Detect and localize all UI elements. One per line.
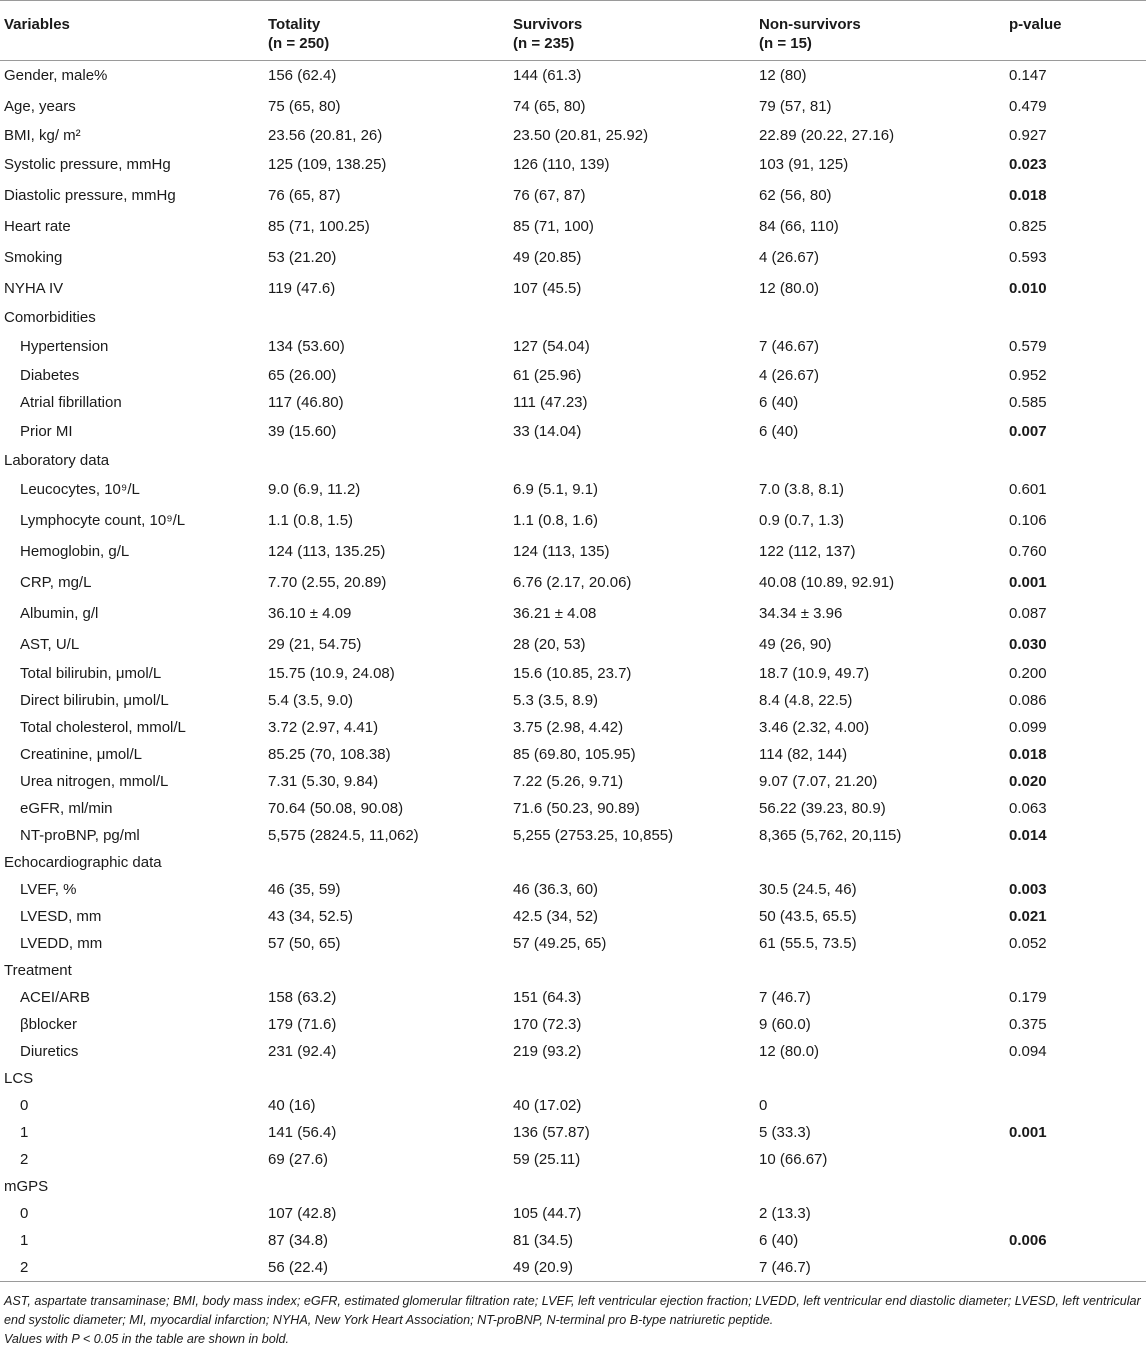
cell-totality: 85 (71, 100.25) (268, 218, 370, 235)
cell-p-value: 0.018 (1009, 187, 1047, 204)
table-row (0, 92, 1146, 123)
section-row (0, 850, 1146, 877)
cell-totality: 70.64 (50.08, 90.08) (268, 800, 404, 817)
cell-p-value (1009, 1093, 1146, 1120)
table-row (0, 599, 1146, 630)
cell-totality: 65 (26.00) (268, 367, 337, 384)
table-row (0, 1039, 1146, 1066)
table-row (0, 363, 1146, 390)
cell-totality: 75 (65, 80) (268, 98, 341, 115)
cell-totality (268, 850, 513, 877)
cell-survivors (513, 448, 759, 475)
table-header (0, 1, 1146, 61)
cell-variable: βblocker (20, 1016, 77, 1033)
cell-totality: 85.25 (70, 108.38) (268, 746, 391, 763)
cell-totality: 141 (56.4) (268, 1124, 337, 1141)
cell-non-survivors: 40.08 (10.89, 92.91) (759, 574, 895, 591)
table-row (0, 985, 1146, 1012)
cell-non-survivors: 6 (40) (759, 1232, 799, 1249)
table-row (0, 1255, 1146, 1282)
cell-survivors (513, 305, 759, 332)
cell-variable: Creatinine, μmol/L (20, 746, 143, 763)
cell-survivors: 28 (20, 53) (513, 636, 586, 653)
cell-p-value: 0.579 (1009, 338, 1047, 355)
cell-totality: 69 (27.6) (268, 1151, 329, 1168)
cell-non-survivors: 7.0 (3.8, 8.1) (759, 481, 845, 498)
cell-survivors: 76 (67, 87) (513, 187, 586, 204)
header-p-value: p-value (1009, 1, 1146, 61)
cell-totality: 156 (62.4) (268, 67, 337, 85)
cell-non-survivors: 34.34 ± 3.96 (759, 605, 843, 622)
cell-non-survivors: 6 (40) (759, 423, 799, 440)
cell-variable: 1 (20, 1232, 29, 1249)
cell-p-value (1009, 305, 1146, 332)
cell-non-survivors: 22.89 (20.22, 27.16) (759, 127, 895, 144)
table-row (0, 332, 1146, 363)
cell-variable: BMI, kg/ m² (4, 127, 81, 144)
table-row (0, 931, 1146, 958)
cell-p-value: 0.479 (1009, 98, 1047, 115)
cell-survivors: 219 (93.2) (513, 1043, 582, 1060)
cell-variable: Urea nitrogen, mmol/L (20, 773, 169, 790)
cell-p-value (1009, 850, 1146, 877)
cell-survivors: 111 (47.23) (513, 394, 588, 411)
cell-survivors: 136 (57.87) (513, 1124, 590, 1141)
cell-p-value: 0.593 (1009, 249, 1047, 266)
cell-totality: 179 (71.6) (268, 1016, 337, 1033)
cell-non-survivors: 79 (57, 81) (759, 98, 832, 115)
cell-p-value: 0.147 (1009, 67, 1047, 85)
cell-survivors: 59 (25.11) (513, 1151, 581, 1168)
table-row (0, 904, 1146, 931)
cell-variable: Atrial fibrillation (20, 394, 122, 411)
table-row (0, 417, 1146, 448)
header-non-survivors (759, 1, 1009, 61)
cell-p-value: 0.087 (1009, 605, 1047, 622)
header-totality-n: (n = 250) (268, 35, 330, 52)
cell-variable: 2 (0, 1255, 268, 1282)
cell-survivors: 6.76 (2.17, 20.06) (513, 574, 632, 591)
cell-p-value: 0.099 (1009, 719, 1047, 736)
cell-totality: 231 (92.4) (268, 1043, 337, 1060)
cell-totality: 117 (46.80) (268, 394, 344, 411)
cell-totality (268, 958, 513, 985)
cell-survivors: 124 (113, 135) (513, 543, 610, 560)
cell-variable: LVEF, % (20, 881, 77, 898)
cell-variable: Gender, male% (4, 67, 108, 85)
cell-non-survivors (759, 305, 1009, 332)
cell-p-value: 0.760 (1009, 543, 1047, 560)
cell-totality: 39 (15.60) (268, 423, 337, 440)
table-row (0, 1012, 1146, 1039)
cell-totality: 15.75 (10.9, 24.08) (268, 665, 395, 682)
header-non-survivors-n: (n = 15) (759, 35, 812, 52)
cell-non-survivors: 4 (26.67) (759, 249, 820, 266)
cell-p-value: 0.010 (1009, 280, 1047, 297)
table-row (0, 742, 1146, 769)
cell-p-value (1009, 958, 1146, 985)
table-row (0, 181, 1146, 212)
table-row (0, 823, 1146, 850)
cell-p-value: 0.094 (1009, 1043, 1047, 1060)
cell-non-survivors: 12 (80.0) (759, 280, 820, 297)
cell-variable: Comorbidities (4, 309, 96, 326)
cell-non-survivors: 9 (60.0) (759, 1016, 811, 1033)
cell-totality: 56 (22.4) (268, 1255, 513, 1282)
table-row (0, 1120, 1146, 1147)
cell-survivors: 15.6 (10.85, 23.7) (513, 665, 632, 682)
cell-p-value: 0.001 (1009, 1124, 1047, 1141)
cell-p-value: 0.001 (1009, 574, 1047, 591)
cell-non-survivors: 62 (56, 80) (759, 187, 832, 204)
footnote-bold-note: Values with P < 0.05 in the table are shown in bold. (4, 1332, 290, 1346)
cell-variable: Treatment (4, 962, 72, 979)
cell-p-value: 0.018 (1009, 746, 1047, 763)
cell-survivors (513, 1174, 759, 1201)
cell-non-survivors: 3.46 (2.32, 4.00) (759, 719, 870, 736)
table-row (0, 796, 1146, 823)
section-row (0, 448, 1146, 475)
cell-totality: 46 (35, 59) (268, 881, 341, 898)
cell-survivors: 74 (65, 80) (513, 98, 586, 115)
cell-non-survivors: 0.9 (0.7, 1.3) (759, 512, 845, 529)
cell-non-survivors: 7 (46.7) (759, 1255, 1009, 1282)
cell-totality (268, 448, 513, 475)
cell-variable: ACEI/ARB (20, 989, 91, 1006)
cell-p-value: 0.927 (1009, 127, 1047, 144)
cell-non-survivors: 7 (46.7) (759, 989, 811, 1006)
table-row (0, 661, 1146, 688)
table-row (0, 1228, 1146, 1255)
cell-totality: 87 (34.8) (268, 1232, 329, 1249)
cell-p-value: 0.063 (1009, 800, 1047, 817)
cell-p-value: 0.003 (1009, 881, 1047, 898)
cell-non-survivors: 10 (66.67) (759, 1151, 828, 1168)
cell-variable: 2 (20, 1151, 29, 1168)
cell-p-value: 0.179 (1009, 989, 1047, 1006)
cell-survivors: 107 (45.5) (513, 280, 582, 297)
cell-variable: Lymphocyte count, 10⁹/L (20, 512, 186, 529)
cell-p-value (1009, 1174, 1146, 1201)
cell-totality: 107 (42.8) (268, 1205, 337, 1222)
section-row (0, 1174, 1146, 1201)
cell-totality (268, 1174, 513, 1201)
cell-survivors: 49 (20.85) (513, 249, 582, 266)
cell-totality: 9.0 (6.9, 11.2) (268, 481, 361, 498)
cell-p-value: 0.020 (1009, 773, 1047, 790)
cell-survivors: 126 (110, 139) (513, 156, 610, 173)
table-row (0, 688, 1146, 715)
cell-totality: 76 (65, 87) (268, 187, 341, 204)
cell-survivors: 71.6 (50.23, 90.89) (513, 800, 640, 817)
cell-non-survivors (759, 958, 1009, 985)
cell-non-survivors: 30.5 (24.5, 46) (759, 881, 857, 898)
table-row (0, 212, 1146, 243)
cell-variable: Age, years (4, 98, 76, 115)
cell-variable: mGPS (4, 1178, 49, 1195)
cell-totality: 134 (53.60) (268, 338, 345, 355)
cell-non-survivors: 61 (55.5, 73.5) (759, 935, 857, 952)
cell-p-value (1009, 448, 1146, 475)
cell-totality: 3.72 (2.97, 4.41) (268, 719, 379, 736)
header-totality-title: Totality (268, 16, 321, 33)
cell-p-value: 0.106 (1009, 512, 1047, 529)
cell-totality: 57 (50, 65) (268, 935, 341, 952)
cell-non-survivors: 2 (13.3) (759, 1205, 811, 1222)
cell-variable: CRP, mg/L (20, 574, 92, 591)
cell-variable: Total bilirubin, μmol/L (20, 665, 162, 682)
table-row (0, 506, 1146, 537)
cell-survivors: 36.21 ± 4.08 (513, 605, 597, 622)
cell-totality: 7.70 (2.55, 20.89) (268, 574, 387, 591)
cell-variable: Prior MI (20, 423, 73, 440)
cell-variable: NT-proBNP, pg/ml (20, 827, 140, 844)
cell-non-survivors (759, 1174, 1009, 1201)
cell-p-value: 0.052 (1009, 935, 1047, 952)
cell-totality: 23.56 (20.81, 26) (268, 127, 383, 144)
cell-totality: 36.10 ± 4.09 (268, 605, 352, 622)
cell-variable: NYHA IV (4, 280, 64, 297)
cell-p-value: 0.200 (1009, 665, 1047, 682)
cell-totality (268, 305, 513, 332)
table-row (0, 243, 1146, 274)
table-row (0, 1093, 1146, 1120)
cell-p-value: 0.086 (1009, 692, 1047, 709)
cell-survivors: 127 (54.04) (513, 338, 590, 355)
cell-survivors: 61 (25.96) (513, 367, 582, 384)
cell-p-value: 0.007 (1009, 423, 1047, 440)
cell-survivors: 46 (36.3, 60) (513, 881, 599, 898)
cell-p-value (1009, 1201, 1146, 1228)
cell-p-value: 0.021 (1009, 908, 1047, 925)
cell-survivors (513, 1066, 759, 1093)
cell-non-survivors: 8,365 (5,762, 20,115) (759, 827, 902, 844)
section-row (0, 958, 1146, 985)
cell-variable: Hypertension (20, 338, 109, 355)
cell-survivors: 105 (44.7) (513, 1205, 582, 1222)
cell-variable: Total cholesterol, mmol/L (20, 719, 186, 736)
cell-non-survivors: 122 (112, 137) (759, 543, 856, 560)
table-row (0, 877, 1146, 904)
cell-non-survivors: 5 (33.3) (759, 1124, 811, 1141)
header-row (0, 1, 1146, 61)
cell-survivors: 170 (72.3) (513, 1016, 582, 1033)
cell-variable: LCS (4, 1070, 34, 1087)
cell-totality: 29 (21, 54.75) (268, 636, 362, 653)
cell-variable: Albumin, g/l (20, 605, 99, 622)
cell-totality: 5.4 (3.5, 9.0) (268, 692, 354, 709)
header-non-survivors-title: Non-survivors (759, 16, 861, 33)
cell-p-value (1009, 1066, 1146, 1093)
table-row (0, 274, 1146, 305)
table-row (0, 568, 1146, 599)
cell-totality: 125 (109, 138.25) (268, 156, 387, 173)
table-row (0, 769, 1146, 796)
cell-non-survivors: 12 (80.0) (759, 1043, 820, 1060)
cell-p-value (1009, 1147, 1146, 1174)
cell-variable: Heart rate (4, 218, 71, 235)
cell-survivors: 49 (20.9) (513, 1255, 759, 1282)
cell-totality: 124 (113, 135.25) (268, 543, 386, 560)
cell-non-survivors: 12 (80) (759, 67, 807, 85)
cell-non-survivors: 49 (26, 90) (759, 636, 832, 653)
cell-variable: Diabetes (20, 367, 80, 384)
cell-p-value: 0.006 (1009, 1232, 1047, 1249)
cell-non-survivors: 56.22 (39.23, 80.9) (759, 800, 886, 817)
cell-survivors: 57 (49.25, 65) (513, 935, 607, 952)
table-row (0, 537, 1146, 568)
cell-survivors: 85 (69.80, 105.95) (513, 746, 636, 763)
cell-p-value: 0.023 (1009, 156, 1047, 173)
section-row (0, 305, 1146, 332)
cell-totality: 7.31 (5.30, 9.84) (268, 773, 379, 790)
cell-survivors (513, 850, 759, 877)
cell-totality: 1.1 (0.8, 1.5) (268, 512, 354, 529)
table-row (0, 1147, 1146, 1174)
header-variables: Variables (0, 1, 268, 61)
cell-survivors: 6.9 (5.1, 9.1) (513, 481, 599, 498)
cell-totality: 53 (21.20) (268, 249, 337, 266)
cell-non-survivors (759, 448, 1009, 475)
cell-p-value (1009, 1255, 1146, 1282)
table-row (0, 630, 1146, 661)
cell-variable: Diastolic pressure, mmHg (4, 187, 176, 204)
cell-non-survivors: 50 (43.5, 65.5) (759, 908, 857, 925)
cell-variable: LVEDD, mm (20, 935, 103, 952)
cell-p-value: 0.952 (1009, 367, 1047, 384)
cell-non-survivors: 8.4 (4.8, 22.5) (759, 692, 853, 709)
header-survivors-title: Survivors (513, 16, 583, 33)
header-survivors-n: (n = 235) (513, 35, 575, 52)
footnote-abbreviations: AST, aspartate transaminase; BMI, body mass index; eGFR, estimated glomerular filtration rate; LVEF, left ventricular ejection fraction; LVEDD, left ventricular end diastolic diameter; LVESD, left ventricular end systolic diameter; MI, myocardial infarction; NYHA, New York Heart Association; NT-proBNP, N-terminal pro B-type natriuretic peptide. (4, 1294, 1141, 1327)
cell-survivors: 7.22 (5.26, 9.71) (513, 773, 624, 790)
cell-non-survivors: 114 (82, 144) (759, 746, 848, 763)
cell-variable: 0 (20, 1205, 29, 1222)
cell-variable: Leucocytes, 10⁹/L (20, 481, 140, 498)
cell-variable: 0 (20, 1097, 29, 1114)
cell-variable: Echocardiographic data (4, 854, 162, 871)
cell-survivors: 3.75 (2.98, 4.42) (513, 719, 624, 736)
cell-non-survivors: 18.7 (10.9, 49.7) (759, 665, 870, 682)
cell-survivors: 151 (64.3) (513, 989, 582, 1006)
cell-non-survivors: 7 (46.67) (759, 338, 820, 355)
cell-non-survivors: 0 (759, 1097, 768, 1114)
section-row (0, 1066, 1146, 1093)
cell-totality: 158 (63.2) (268, 989, 337, 1006)
cell-p-value: 0.030 (1009, 636, 1047, 653)
cell-variable: Laboratory data (4, 452, 110, 469)
cell-survivors: 40 (17.02) (513, 1097, 582, 1114)
cell-survivors: 1.1 (0.8, 1.6) (513, 512, 599, 529)
cell-non-survivors: 84 (66, 110) (759, 218, 839, 235)
cell-totality: 119 (47.6) (268, 280, 336, 297)
cell-p-value: 0.375 (1009, 1016, 1047, 1033)
table-row (0, 475, 1146, 506)
table-row (0, 150, 1146, 181)
table-row (0, 715, 1146, 742)
cell-p-value: 0.014 (1009, 827, 1047, 844)
cell-survivors: 81 (34.5) (513, 1232, 574, 1249)
cell-variable: Hemoglobin, g/L (20, 543, 130, 560)
cell-survivors: 85 (71, 100) (513, 218, 594, 235)
table-row (0, 123, 1146, 150)
cell-p-value: 0.585 (1009, 394, 1047, 411)
table-row (0, 61, 1146, 92)
cell-non-survivors (759, 850, 1009, 877)
table-body (0, 61, 1146, 1282)
cell-totality: 40 (16) (268, 1097, 316, 1114)
cell-variable: AST, U/L (20, 636, 80, 653)
header-survivors (513, 1, 759, 61)
cell-p-value: 0.601 (1009, 481, 1047, 498)
cell-non-survivors: 6 (40) (759, 394, 799, 411)
cell-survivors: 23.50 (20.81, 25.92) (513, 127, 649, 144)
cell-variable: Diuretics (20, 1043, 79, 1060)
cell-non-survivors: 103 (91, 125) (759, 156, 849, 173)
cell-variable: Smoking (4, 249, 63, 266)
header-totality (268, 1, 513, 61)
table-row (0, 390, 1146, 417)
cell-variable: 1 (20, 1124, 29, 1141)
cell-variable: Systolic pressure, mmHg (4, 156, 171, 173)
cell-survivors (513, 958, 759, 985)
cell-variable: Direct bilirubin, μmol/L (20, 692, 169, 709)
cell-non-survivors: 4 (26.67) (759, 367, 820, 384)
cell-non-survivors: 9.07 (7.07, 21.20) (759, 773, 878, 790)
cell-variable: eGFR, ml/min (20, 800, 113, 817)
cell-totality (268, 1066, 513, 1093)
cell-totality: 5,575 (2824.5, 11,062) (268, 827, 419, 844)
cell-survivors: 5.3 (3.5, 8.9) (513, 692, 599, 709)
cell-survivors: 42.5 (34, 52) (513, 908, 599, 925)
cell-survivors: 144 (61.3) (513, 67, 582, 85)
cell-survivors: 5,255 (2753.25, 10,855) (513, 827, 674, 844)
cell-variable: LVESD, mm (20, 908, 102, 925)
table-row (0, 1201, 1146, 1228)
cell-non-survivors (759, 1066, 1009, 1093)
cell-totality: 43 (34, 52.5) (268, 908, 354, 925)
cell-p-value: 0.825 (1009, 218, 1047, 235)
cell-survivors: 33 (14.04) (513, 423, 582, 440)
